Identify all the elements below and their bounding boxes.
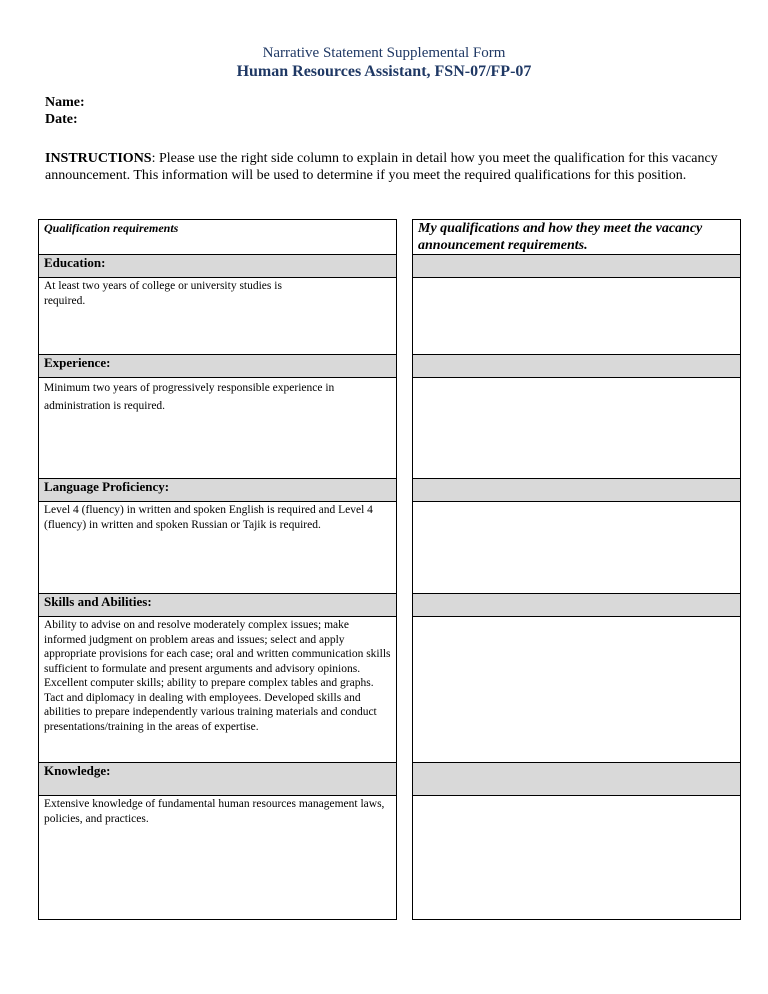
date-label: Date: [45, 112, 78, 127]
section-text-language: Level 4 (fluency) in written and spoken English is required and Level 4 (fluency) in written and spoken Russian or Tajik is required. [38, 501, 397, 594]
instructions [45, 150, 735, 184]
answer-header-education [412, 254, 741, 278]
answer-header-language [412, 478, 741, 502]
answer-field-language[interactable] [412, 501, 741, 594]
section-title-education: Education: [38, 254, 397, 278]
answer-field-skills[interactable] [412, 616, 741, 763]
section-title-experience: Experience: [38, 354, 397, 378]
left-column-header: Qualification requirements [38, 219, 397, 255]
right-column-header: My qualifications and how they meet the vacancy announcement requirements. [412, 219, 741, 255]
name-label: Name: [45, 95, 85, 110]
instructions-label: INSTRUCTIONS [45, 151, 152, 166]
section-text-education: At least two years of college or university studies is required. [38, 277, 397, 355]
instructions-text: : Please use the right side column to explain in detail how you meet the qualification for this vacancy announcement. This information will be used to determine if you meet the required qualifications for this position. [45, 151, 718, 183]
answer-header-skills [412, 593, 741, 617]
section-title-knowledge: Knowledge: [38, 762, 397, 796]
answer-field-experience[interactable] [412, 377, 741, 479]
answer-header-experience [412, 354, 741, 378]
section-text-experience: Minimum two years of progressively responsible experience in administration is required. [38, 377, 397, 479]
answer-field-education[interactable] [412, 277, 741, 355]
answer-field-knowledge[interactable] [412, 795, 741, 920]
section-text-skills: Ability to advise on and resolve moderately complex issues; make informed judgment on problem areas and issues; select and apply appropriate provisions for each case; oral and written communication skills sufficient to formulate and present arguments and advisory opinions. Excellent computer skills; ability to prepare complex tables and graphs. Tact and diplomacy in dealing with employees. Developed skills and abilities to prepare independently various training materials and conduct presentations/training in the areas of expertise. [38, 616, 397, 763]
answer-header-knowledge [412, 762, 741, 796]
form-title: Human Resources Assistant, FSN-07/FP-07 [236, 63, 532, 80]
section-text-knowledge: Extensive knowledge of fundamental human resources management laws, policies, and practices. [38, 795, 397, 920]
form-subtitle: Narrative Statement Supplemental Form [262, 45, 506, 61]
section-title-skills: Skills and Abilities: [38, 593, 397, 617]
section-title-language: Language Proficiency: [38, 478, 397, 502]
